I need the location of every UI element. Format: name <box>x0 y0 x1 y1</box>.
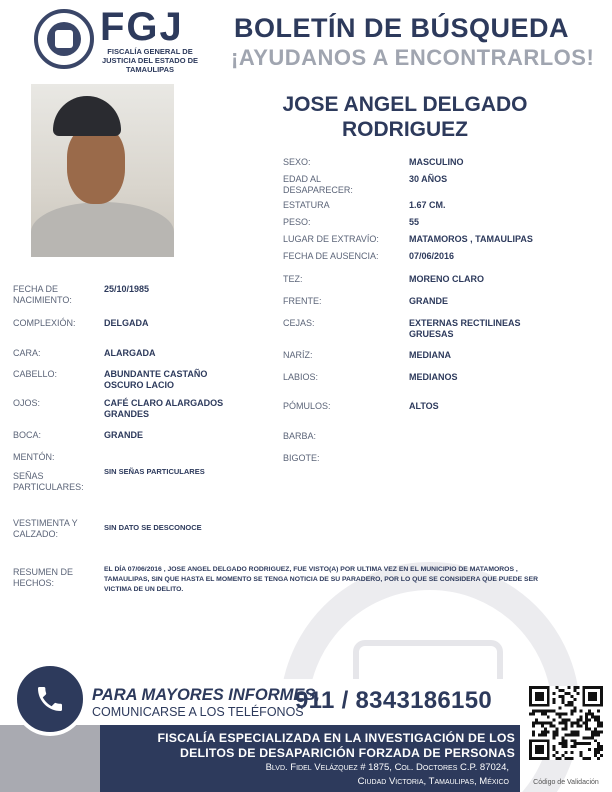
field-value: CAFÉ CLARO ALARGADOS GRANDES <box>104 398 224 419</box>
logo-subtitle: FISCALÍA GENERAL DE JUSTICIA DEL ESTADO DE TAMAULIPAS <box>101 47 199 74</box>
field-label: TEZ: <box>283 274 303 284</box>
field-label: COMPLEXIÓN: <box>13 318 76 328</box>
info-line-2: COMUNICARSE A LOS TELÉFONOS <box>92 705 304 719</box>
field-label: LABIOS: <box>283 372 319 382</box>
field-value: ALARGADA <box>104 348 156 358</box>
field-value: DELGADA <box>104 318 149 328</box>
missing-person-photo <box>31 84 174 257</box>
field-label: BARBA: <box>283 431 317 441</box>
field-label: SEXO: <box>283 157 311 167</box>
field-value: 30 AÑOS <box>409 174 448 184</box>
field-value: GRANDE <box>409 296 449 306</box>
person-name: JOSE ANGEL DELGADO RODRIGUEZ <box>282 93 528 141</box>
field-value: 25/10/1985 <box>104 284 150 294</box>
fiscalia-line-1: FISCALÍA ESPECIALIZADA EN LA INVESTIGACIÓN DE LOS <box>157 731 515 745</box>
field-label: PÓMULOS: <box>283 401 331 411</box>
field-label: CARA: <box>13 348 41 358</box>
field-label: FRENTE: <box>283 296 322 306</box>
info-line-1: PARA MAYORES INFORMES, <box>92 686 320 704</box>
summary-text: EL DÍA 07/06/2016 , JOSE ANGEL DELGADO RODRIGUEZ, FUE VISTO(A) POR ULTIMA VEZ EN EL MUNICIPIO DE MATAMOROS , TAMAULIPAS, SIN QUE HASTA EL MOMENTO SE TENGA NOTICIA DE SU PARADERO, POR LO QUE SE CONSIDERA QUE PUEDE SER VICTIMA DE UN DELITO. <box>104 566 539 593</box>
field-value: EXTERNAS RECTILINEAS GRUESAS <box>409 318 521 339</box>
field-label: NARÍZ: <box>283 350 313 360</box>
field-value: ALTOS <box>409 401 439 411</box>
field-label: CEJAS: <box>283 318 315 328</box>
field-value: SIN DATO SE DESCONOCE <box>104 523 202 532</box>
address-line-1: Blvd. Fidel Velázquez # 1875, Col. Doctores C.P. 87024, <box>265 762 509 773</box>
field-label: PESO: <box>283 217 311 227</box>
bulletin-title: BOLETÍN DE BÚSQUEDA <box>234 13 570 43</box>
bulletin-subtitle: ¡AYUDANOS A ENCONTRARLOS! <box>231 45 595 70</box>
field-label: ESTATURA <box>283 200 330 210</box>
field-value: MEDIANA <box>409 350 451 360</box>
field-label: MENTÓN: <box>13 452 55 462</box>
field-value: ABUNDANTE CASTAÑO OSCURO LACIO <box>104 369 208 390</box>
phone-icon <box>13 662 87 736</box>
logo-text: FGJ <box>100 5 184 49</box>
field-label: FECHA DE AUSENCIA: <box>283 251 379 261</box>
field-label: VESTIMENTA Y CALZADO: <box>13 518 78 539</box>
field-label: OJOS: <box>13 398 41 408</box>
field-label: EDAD AL DESAPARECER: <box>283 174 353 195</box>
field-value: 07/06/2016 <box>409 251 455 261</box>
logo-seal-icon <box>34 9 94 69</box>
field-label: BIGOTE: <box>283 453 320 463</box>
field-label: CABELLO: <box>13 369 58 379</box>
field-value: 55 <box>409 217 420 227</box>
qr-label: Código de Validación <box>533 779 599 786</box>
field-label: BOCA: <box>13 430 42 440</box>
field-label: FECHA DE NACIMIENTO: <box>13 284 72 305</box>
field-value: MEDIANOS <box>409 372 458 382</box>
field-value: SIN SEÑAS PARTICULARES <box>104 467 205 476</box>
summary-label: RESUMEN DE HECHOS: <box>13 567 74 588</box>
qr-code-icon[interactable] <box>529 686 603 760</box>
field-label: SEÑAS PARTICULARES: <box>13 471 84 492</box>
field-value: MORENO CLARO <box>409 274 484 284</box>
field-value: GRANDE <box>104 430 144 440</box>
fiscalia-line-2: DELITOS DE DESAPARICIÓN FORZADA DE PERSONAS <box>180 746 515 760</box>
phone-numbers: 911 / 8343186150 <box>295 687 492 714</box>
field-value: 1.67 CM. <box>409 200 446 210</box>
field-value: MASCULINO <box>409 157 464 167</box>
field-value: MATAMOROS , TAMAULIPAS <box>409 234 533 244</box>
address-line-2: Ciudad Victoria, Tamaulipas, México <box>357 776 509 787</box>
field-label: LUGAR DE EXTRAVÍO: <box>283 234 379 244</box>
